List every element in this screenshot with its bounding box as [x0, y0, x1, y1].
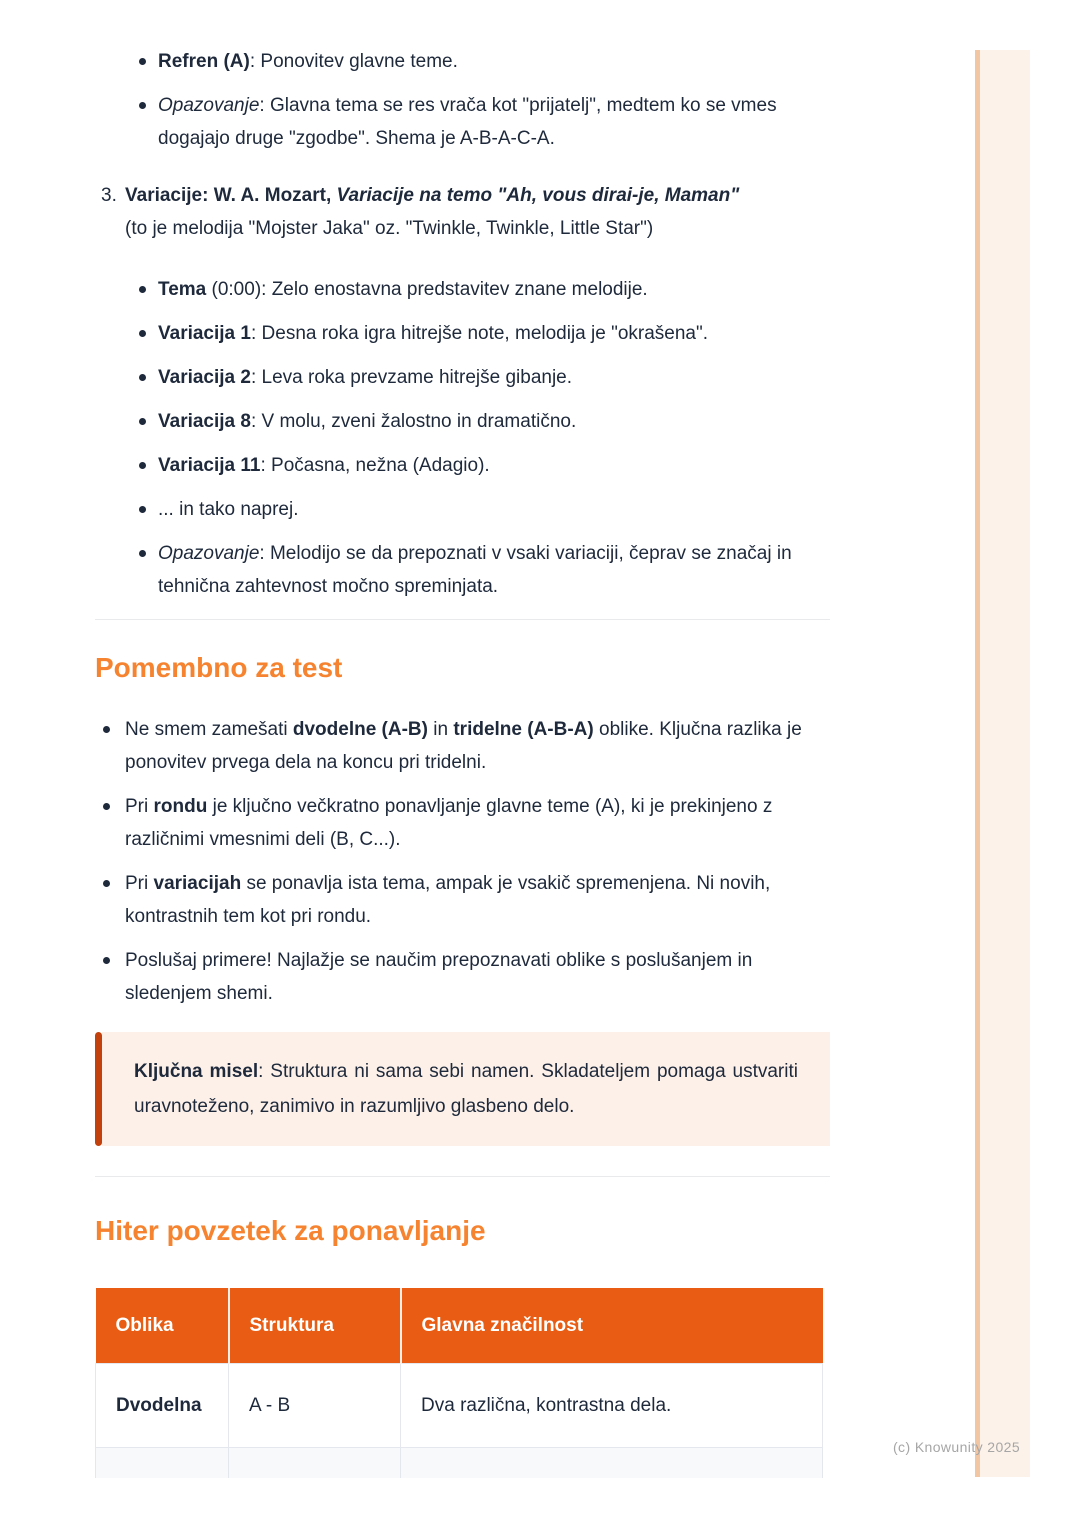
numbered-list-item [95, 179, 830, 245]
numbered-item-title: Variacije: W. A. Mozart, Variacije na temo "Ah, vous dirai-je, Maman" [125, 185, 740, 206]
document-content [95, 0, 830, 1509]
table-cell: A - B [229, 1364, 401, 1448]
table-header-cell: Glavna značilnost [401, 1288, 823, 1364]
list-item: Tema (0:00): Zelo enostavna predstavitev znane melodije. [95, 273, 830, 306]
intro-bullet-list [95, 45, 830, 155]
table-cell: Dva različna, kontrastna dela. [401, 1364, 823, 1448]
table-header-cell: Oblika [96, 1288, 229, 1364]
copyright-footer: (c) Knowunity 2025 [893, 1439, 1021, 1455]
divider [95, 619, 830, 620]
list-item: Variacija 8: V molu, zveni žalostno in dramatično. [95, 405, 830, 438]
divider [95, 1176, 830, 1177]
list-item: Poslušaj primere! Najlažje se naučim prepoznavati oblike s poslušanjem in sledenjem shemi. [95, 944, 830, 1010]
numbered-item-subtitle: (to je melodija "Mojster Jaka" oz. "Twinkle, Twinkle, Little Star") [125, 218, 654, 239]
section-heading: Hiter povzetek za ponavljanje [95, 1215, 486, 1246]
callout-accent-bar [95, 1032, 102, 1146]
list-item: Variacija 11: Počasna, nežna (Adagio). [95, 449, 830, 482]
table-header-cell: Struktura [229, 1288, 401, 1364]
list-item: ... in tako naprej. [95, 493, 830, 526]
list-item: Ne smem zamešati dvodelne (A-B) in tridelne (A-B-A) oblike. Ključna razlika je ponovitev prvega dela na koncu pri tridelni. [95, 713, 830, 779]
summary-table [95, 1288, 823, 1509]
key-idea-callout [95, 1032, 830, 1146]
test-tips-bullet-list [95, 713, 830, 1010]
list-item: Pri variacijah se ponavlja ista tema, ampak je vsakič spremenjena. Ni novih, kontrastnih tem kot pri rondu. [95, 867, 830, 933]
decorative-stripe [975, 50, 1030, 1477]
table-row [96, 1364, 823, 1448]
section-heading: Pomembno za test [95, 652, 343, 683]
list-item: Variacija 2: Leva roka prevzame hitrejše gibanje. [95, 361, 830, 394]
variations-bullet-list [95, 273, 830, 603]
list-number: 3. [101, 185, 117, 206]
list-item: Refren (A): Ponovitev glavne teme. [95, 45, 830, 78]
list-item: Opazovanje: Melodijo se da prepoznati v vsaki variaciji, čeprav se značaj in tehnična zahtevnost močno spreminjata. [95, 537, 830, 603]
list-item: Opazovanje: Glavna tema se res vrača kot "prijatelj", medtem ko se vmes dogajajo druge "zgodbe". Shema je A-B-A-C-A. [95, 89, 830, 155]
table-cell: Dvodelna [96, 1364, 229, 1448]
list-item: Variacija 1: Desna roka igra hitrejše note, melodija je "okrašena". [95, 317, 830, 350]
callout-text: Ključna misel: Struktura ni sama sebi namen. Skladateljem pomaga ustvariti uravnoteženo, zanimivo in razumljivo glasbeno delo. [102, 1032, 830, 1146]
list-item: Pri rondu je ključno večkratno ponavljanje glavne teme (A), ki je prekinjeno z različnimi vmesnimi deli (B, C...). [95, 790, 830, 856]
page-bottom-margin [0, 1478, 1080, 1528]
table-header-row [96, 1288, 823, 1364]
